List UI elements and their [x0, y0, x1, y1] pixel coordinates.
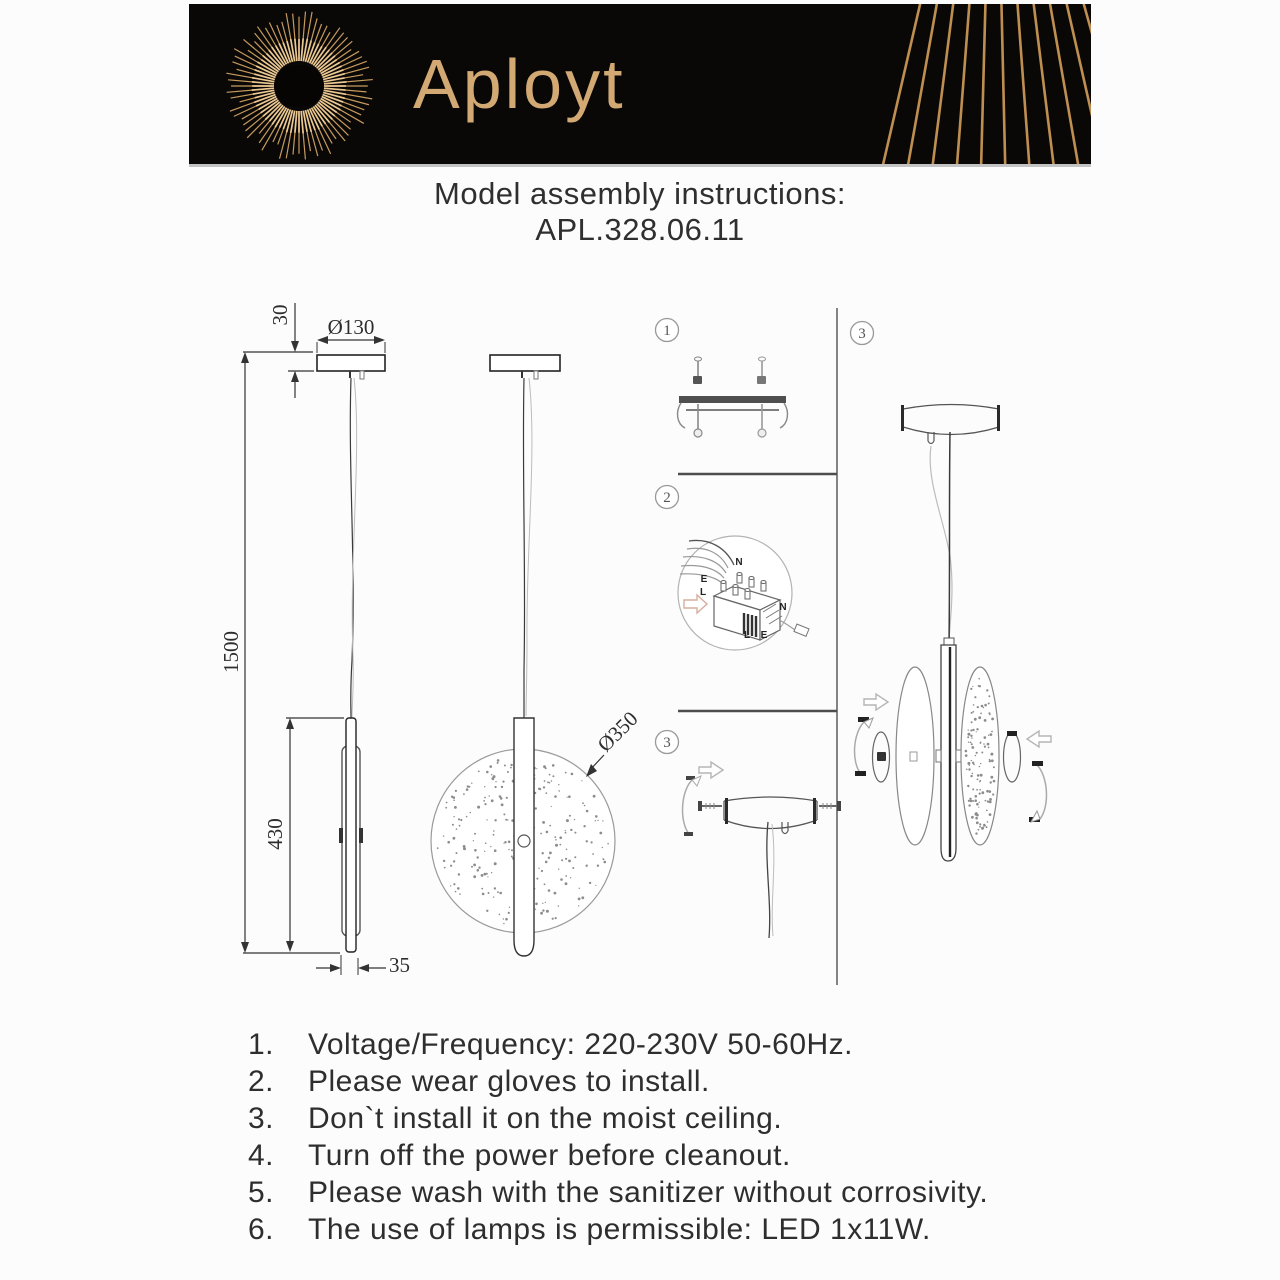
instruction-text: Don`t install it on the moist ceiling. — [308, 1102, 783, 1135]
instruction-item — [248, 1211, 1108, 1248]
doc-title: Model assembly instructions: — [434, 176, 846, 211]
instruction-item — [248, 1174, 1108, 1211]
side-view — [241, 303, 386, 975]
dim-total-height: 1500 — [219, 631, 243, 673]
wire-label-n-right: N — [779, 602, 787, 613]
step-1-diagram — [656, 319, 788, 438]
brand-logo-text: Aployt — [413, 45, 626, 123]
step-badges — [663, 323, 866, 751]
dim-disc-diameter: Ø350 — [592, 706, 643, 757]
slide-arrow-icon — [864, 694, 888, 710]
instruction-text: Please wear gloves to install. — [308, 1065, 710, 1098]
instruction-item — [248, 1026, 1108, 1063]
step-2-diagram — [656, 486, 809, 651]
step-1-badge: 1 — [663, 323, 671, 339]
instruction-number: 2. — [248, 1065, 275, 1098]
instruction-item — [248, 1100, 1108, 1137]
instruction-number: 3. — [248, 1102, 275, 1135]
wire-label-n-top: N — [735, 557, 743, 568]
dim-body-width: 35 — [389, 953, 410, 977]
instruction-text: The use of lamps is permissible: LED 1x11W. — [308, 1213, 931, 1246]
instruction-text: Turn off the power before cleanout. — [308, 1139, 791, 1172]
front-view — [431, 355, 615, 956]
step-3-diagram — [656, 731, 842, 939]
instruction-number: 1. — [248, 1028, 275, 1061]
instruction-number: 6. — [248, 1213, 275, 1246]
step-3-right-badge: 3 — [858, 326, 866, 342]
step-3-badge: 3 — [663, 735, 671, 751]
instruction-number: 5. — [248, 1176, 275, 1209]
wire-label-l-left: L — [699, 587, 707, 598]
instruction-text: Please wash with the sanitizer without corrosivity. — [308, 1176, 989, 1209]
step-3-assembly — [851, 322, 1052, 862]
wire-label-e-left: E — [700, 574, 708, 585]
dim-canopy-height: 30 — [268, 304, 292, 326]
instruction-text: Voltage/Frequency: 220-230V 50-60Hz. — [308, 1028, 854, 1061]
wire-label-l-bottom: L — [743, 630, 751, 641]
instruction-number: 4. — [248, 1139, 275, 1172]
instruction-item — [248, 1137, 1108, 1174]
dim-canopy-diameter: Ø130 — [327, 315, 375, 339]
step-2-badge: 2 — [663, 490, 671, 506]
wire-label-e-bottom: E — [760, 630, 768, 641]
instruction-list — [248, 1026, 1108, 1248]
instruction-item — [248, 1063, 1108, 1100]
direction-arrow-icon — [699, 762, 723, 778]
slide-arrow-icon — [1027, 731, 1051, 747]
model-number: APL.328.06.11 — [535, 212, 745, 247]
dim-body-height: 430 — [263, 818, 287, 850]
